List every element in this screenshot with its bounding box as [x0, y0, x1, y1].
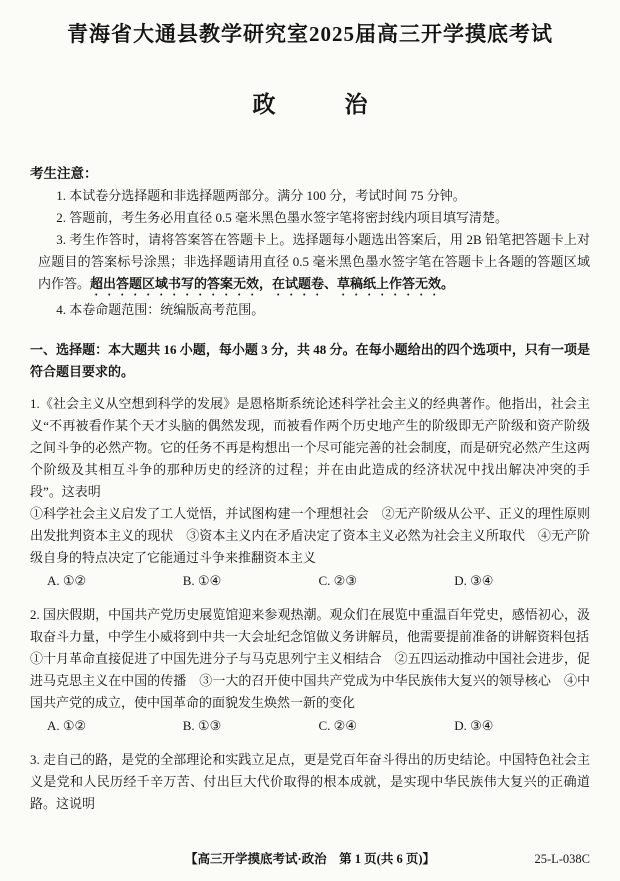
choice-a: A. ①②: [47, 573, 87, 588]
section-heading: 一、选择题：本大题共 16 小题，每小题 3 分，共 48 分。在每小题给出的四个选项中，只有一项是符合题目要求的。: [30, 342, 590, 379]
notice-item-text: 2. 答题前，考生务必用直径 0.5 毫米黑色墨水签字笔将密封线内项目填写清楚。: [56, 210, 508, 225]
notice-items: [30, 185, 590, 321]
notice-item: [38, 299, 590, 321]
question-subitems: ①科学社会主义启发了工人觉悟，并试图构建一个理想社会 ②无产阶级从公平、正义的理性原则出发批判资本主义的现状 ③资本主义内在矛盾决定了资本主义必然为社会主义所取代 ④无产阶级自身的特点决定了它能通过斗争来推翻资本主义: [30, 506, 590, 565]
notice-heading: 考生注意：: [30, 166, 98, 181]
footer-code: 25-L-038C: [534, 852, 590, 866]
choice-c: C. ②④: [318, 718, 357, 733]
notice-item: [38, 207, 590, 229]
choice-a: A. ①②: [47, 718, 87, 733]
notice-item-text: 3. 考生作答时，请将答案答在答题卡上。选择题每小题选出答案后，用 2B 铅笔把答题卡上对应题目的答案标号涂黑；非选择题请用直径 0.5 毫米黑色墨水签字笔在答题卡上各题的答题区域内作答。: [38, 232, 590, 291]
question-choices: [30, 715, 590, 737]
choice-b: B. ①④: [182, 573, 222, 588]
notice-item: [38, 229, 590, 299]
question-2: [30, 604, 590, 741]
page-footer: [30, 849, 590, 869]
choice-d: D. ③④: [454, 718, 494, 733]
notice-item-text: 4. 本卷命题范围：统编版高考范围。: [56, 302, 265, 317]
notice-item-text: 1. 本试卷分选择题和非选择题两部分。满分 100 分，考试时间 75 分钟。: [56, 188, 466, 203]
choice-b: B. ①③: [182, 718, 222, 733]
question-stem: 2. 国庆假期，中国共产党历史展览馆迎来参观热潮。观众们在展览中重温百年党史，感悟初心，汲取奋斗力量，中学生小威将到中共一大会址纪念馆做义务讲解员，他需要提前准备的讲解资料包括: [30, 607, 590, 644]
question-3: [30, 749, 590, 815]
notice-section: [30, 163, 590, 321]
question-subitems: ①十月革命直接促进了中国先进分子与马克思列宁主义相结合 ②五四运动推动中国社会进步，促进马克思主义在中国的传播 ③一大的召开使中国共产党成为中华民族伟大复兴的领导核心 ④中国共产党的成立，使中国革命的面貌发生焕然一新的变化: [30, 651, 590, 710]
question-stem: 1.《社会主义从空想到科学的发展》是恩格斯系统论述科学社会主义的经典著作。他指出，社会主义“不再被看作某个天才头脑的偶然发现，而被看作两个历史地产生的阶级即无产阶级和资产阶级之间斗争的必然产物。它的任务不再是构想出一个尽可能完善的社会制度，而是研究必然产生这两个阶级及其相互斗争的那种历史的经济的过程；并在由此造成的经济状况中找出解决冲突的手段”。这表明: [30, 396, 590, 499]
footer-title: 【高三开学摸底考试·政治 第 1 页(共 6 页)】: [185, 852, 435, 866]
notice-item: [38, 185, 590, 207]
choice-d: D. ③④: [454, 573, 494, 588]
question-choices: [30, 570, 590, 592]
question-stem: 3. 走自己的路，是党的全部理论和实践立足点，更是党百年奋斗得出的历史结论。中国特色社会主义是党和人民历经千辛万苦、付出巨大代价取得的根本成就，是实现中华民族伟大复兴的正确道路。这说明: [30, 752, 590, 811]
question-1: [30, 393, 590, 596]
notice-item-emphasized-text: 超出答题区域书写的答案无效，在试题卷、草稿纸上作答无效。: [90, 276, 455, 291]
choice-c: C. ②③: [318, 573, 357, 588]
subject-title: 政 治: [252, 92, 368, 117]
page-title: 青海省大通县教学研究室2025届高三开学摸底考试: [67, 22, 553, 46]
